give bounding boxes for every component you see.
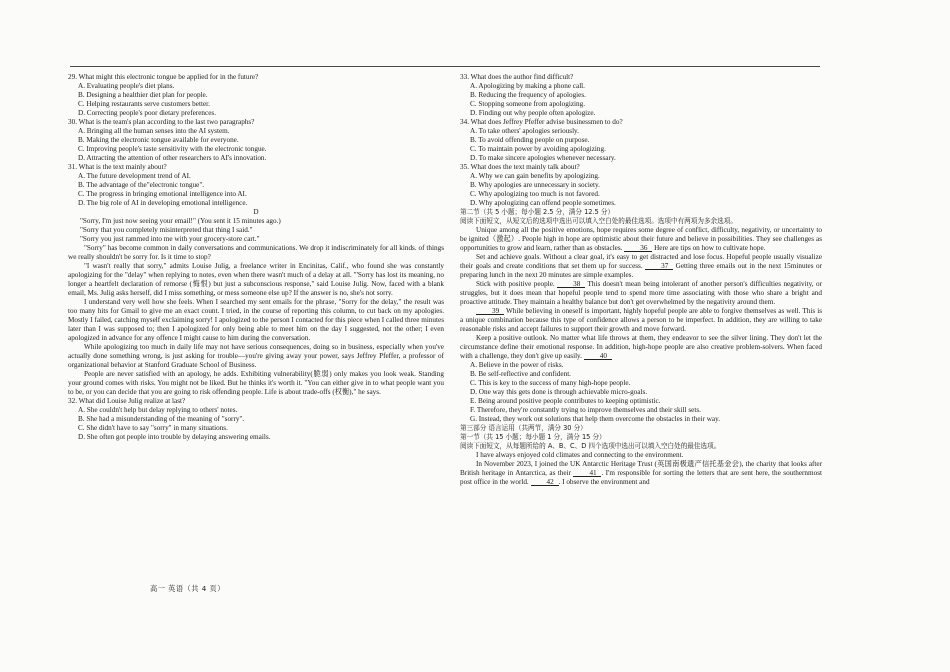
cloze-text-2a: Set and achieve goals. Without a clear goal, it's easy to get distracted and lose focus. Hopeful people usually visualize their goals and create conditions that set them up for success. bbox=[460, 253, 822, 270]
cloze-text-3a: Stick with positive people. bbox=[476, 280, 555, 288]
essay-text-2a: In November 2023, I joined the UK Antarctic Heritage Trust (英国南极遗产信托基金会), the charity that looks after British heritage in Antarctica, as their bbox=[460, 460, 822, 477]
passage-paragraph-5: People are never satisfied with an apology, he adds. Exhibiting vulnerability(脆弱) only makes you look weak. Standing your ground comes with risks. You might not be liked. But he thinks it's worth it. "You can either give in to what people want you to be, or you can decide that you are going to risk offending people. Life is about trade-offs (权衡)," he says. bbox=[68, 370, 444, 396]
essay-paragraph-2 bbox=[460, 460, 822, 487]
q34-option-b: B. To avoid offending people on purpose. bbox=[470, 136, 590, 144]
q32-option-c: C. She didn't have to say "sorry" in many situations. bbox=[78, 424, 228, 432]
q34-option-d: D. To make sincere apologies whenever necessary. bbox=[470, 154, 616, 162]
cloze-paragraph-1 bbox=[460, 226, 822, 253]
quote-2: "Sorry that you completely misinterpreted that thing I said." bbox=[80, 226, 253, 234]
essay-text-2c: . I observe the environment and bbox=[558, 478, 650, 486]
q33-option-a: A. Apologizing by making a phone call. bbox=[470, 82, 585, 90]
blank-38-number: 38 bbox=[573, 280, 581, 288]
blank-39-number: 39 bbox=[492, 307, 500, 315]
cloze-text-2b: Getting three emails out in the next 15minutes or preparing lunch in the next 20 minutes are simple examples. bbox=[460, 262, 822, 279]
q32-question: 32. What did Louise Julig realize at last? bbox=[68, 397, 186, 405]
q33-question: 33. What does the author find difficult? bbox=[460, 73, 574, 81]
passage-label: D bbox=[253, 208, 259, 216]
cloze-option-d: D. One way this gets done is through achievable micro-goals. bbox=[470, 388, 648, 396]
blank-42-number: 42 bbox=[546, 478, 554, 486]
section2-instructions: 阅读下面短文，从短文后的选项中选出可以填入空白处的最佳选项。选项中有两项为多余选项。 bbox=[460, 217, 737, 225]
passage-paragraph-1: "Sorry" has become common in daily conversations and communications. We drop it indiscriminately for all kinds. of things we really shouldn't be sorry for. Is it time to stop? bbox=[68, 244, 444, 261]
cloze-option-a: A. Believe in the power of risks. bbox=[470, 361, 564, 369]
blank-36 bbox=[624, 244, 652, 252]
blank-36-number: 36 bbox=[640, 244, 648, 252]
part3-instructions: 阅读下面短文，从每题所给的 A、B、C、D 四个选项中选出可以填入空白处的最佳选项。 bbox=[460, 442, 721, 450]
q32-option-a: A. She couldn't help but delay replying to others' notes. bbox=[78, 406, 238, 414]
q30-option-a: A. Bringing all the human senses into the AI system. bbox=[78, 127, 230, 135]
q31-question: 31. What is the text mainly about? bbox=[68, 163, 167, 171]
q29-question: 29. What might this electronic tongue be applied for in the future? bbox=[68, 73, 259, 81]
cloze-option-b: B. Be self-reflective and confident. bbox=[470, 370, 571, 378]
q35-option-b: B. Why apologies are unnecessary in society. bbox=[470, 181, 600, 189]
q35-option-a: A. Why we can gain benefits by apologizing. bbox=[470, 172, 600, 180]
cloze-option-c: C. This is key to the success of many high-hope people. bbox=[470, 379, 631, 387]
q29-option-a: A. Evaluating people's diet plans. bbox=[78, 82, 175, 90]
q34-question: 34. What does Jeffrey Pfeffer advise businessmen to do? bbox=[460, 118, 623, 126]
q30-option-d: D. Attracting the attention of other researchers to AI's innovation. bbox=[78, 154, 267, 162]
cloze-paragraph-5 bbox=[460, 334, 822, 361]
q31-option-d: D. The big role of AI in developing emotional intelligence. bbox=[78, 199, 248, 207]
left-column bbox=[68, 73, 444, 442]
blank-38 bbox=[557, 280, 585, 288]
cloze-option-g: G. Instead, they work out solutions that help them overcome the obstacles in their way. bbox=[470, 415, 721, 423]
blank-37-number: 37 bbox=[661, 262, 669, 270]
blank-37 bbox=[645, 262, 673, 270]
blank-42 bbox=[531, 478, 559, 486]
q35-option-c: C. Why apologizing too much is not favored. bbox=[470, 190, 600, 198]
passage-paragraph-4: While apologizing too much in daily life may not have serious consequences, doing so in business, especially when you've actually done something wrong, is just asking for trouble—you're giving away your power, says Jeffrey Pfeffer, a professor of organizational behavior at Stanford Graduate School of Business. bbox=[68, 343, 444, 369]
blank-41-number: 41 bbox=[589, 469, 597, 477]
blank-41 bbox=[573, 469, 601, 477]
passage-paragraph-2: "I wasn't really that sorry," admits Louise Julig, a freelance writer in Encinitas, Calif., who found she was constantly apologizing for the "delay" when replying to notes, even when there wasn't much of a delay at all. "'Sorry has lost its meaning, no longer a heartfelt declaration of remorse (悔恨) but just a subconscious response," said Louise Julig. Now, faced with a blank email, Ms. Julig asks herself, did I miss something, or mess someone else up? If the answer is no, she's not sorry. bbox=[68, 262, 444, 297]
cloze-text-5a: Keep a positive outlook. No matter what life throws at them, they endeavor to see the silver lining. They don't let the circumstance define their emotional response. In addition, high-hope people are also creative problem-solvers. When faced with a challenge, they don't give up easily. bbox=[460, 334, 822, 360]
essay-text-2b: . I'm responsible for sorting the letters that are sent here, the southernmost post office in the world. bbox=[460, 469, 822, 486]
section2-title: 第二节（共 5 小题；每小题 2.5 分，满分 12.5 分） bbox=[460, 208, 615, 216]
q33-option-d: D. Finding out why people often apologize. bbox=[470, 109, 596, 117]
right-column bbox=[460, 73, 822, 487]
cloze-option-f: F. Therefore, they're constantly trying to improve themselves and their skill sets. bbox=[470, 406, 701, 414]
q35-option-d: D. Why apologizing can offend people sometimes. bbox=[470, 199, 616, 207]
q33-option-b: B. Reducing the frequency of apologies. bbox=[470, 91, 586, 99]
q34-option-c: C. To maintain power by avoiding apologizing. bbox=[470, 145, 606, 153]
q30-option-b: B. Making the electronic tongue available for everyone. bbox=[78, 136, 239, 144]
cloze-text-1a: Unique among all the positive emotions, hope requires some degree of conflict, difficulty, negativity, or uncertainty to be ignited（激起）. People high in hope are optimistic about their future and believe in possibilities. They see challenges as opportunities to grow and learn, rather than as obstacles. bbox=[460, 226, 822, 252]
blank-39 bbox=[476, 307, 504, 315]
header-rule bbox=[70, 66, 820, 67]
cloze-option-e: E. Being around positive people contributes to keeping optimistic. bbox=[470, 397, 661, 405]
q31-option-b: B. The advantage of the"electronic tongue". bbox=[78, 181, 205, 189]
quote-3: "Sorry you just rammed into me with your grocery-store cart." bbox=[80, 235, 260, 243]
q34-option-a: A. To take others' apologies seriously. bbox=[470, 127, 579, 135]
q29-option-b: B. Designing a healthier diet plan for people. bbox=[78, 91, 208, 99]
blank-40-number: 40 bbox=[599, 352, 607, 360]
cloze-paragraph-3 bbox=[460, 280, 822, 307]
quote-1: "Sorry, I'm just now seeing your email!" (You sent it 15 minutes ago.) bbox=[80, 217, 281, 225]
cloze-paragraph-2 bbox=[460, 253, 822, 280]
part3-section1-title: 第一节（共 15 小题；每小题 1 分，满分 15 分） bbox=[460, 433, 606, 441]
cloze-text-1b: Here are tips on how to cultivate hope. bbox=[654, 244, 766, 252]
essay-paragraph-1: I have always enjoyed cold climates and connecting to the environment. bbox=[476, 451, 684, 459]
cloze-text-4: While believing in oneself is important, highly hopeful people are able to forgive themselves as well. This is a unique combination because this type of confidence allows a person to be imperfect. In addition, they are willing to take reasonable risks and accept failures to support their growth and move forward. bbox=[460, 307, 822, 333]
q29-option-c: C. Helping restaurants serve customers better. bbox=[78, 100, 210, 108]
passage-paragraph-3: I understand very well how she feels. When I searched my sent emails for the phrase, "Sorry for the delay," the result was too many hits for Gmail to give me an exact count. I tried, in the course of reporting this column, to cut back on my apologies. Mostly I failed, catching myself exclaiming sorry! I apologized to the person I contacted for this piece when I called three minutes later than I was supposed to; then I apologized for only being able to meet him on the day I suggested, not the other; I even apologized in advance for any offence I might cause to him during the conversation. bbox=[68, 298, 444, 342]
q31-option-c: C. The progress in bringing emotional intelligence into AI. bbox=[78, 190, 247, 198]
page-footer: 高一 英语（共 4 页） bbox=[150, 584, 225, 593]
q32-option-b: B. She had a misunderstanding of the meaning of "sorry". bbox=[78, 415, 245, 423]
q35-question: 35. What does the text mainly talk about? bbox=[460, 163, 580, 171]
q30-option-c: C. Improving people's taste sensitivity with the electronic tongue. bbox=[78, 145, 267, 153]
q29-option-d: D. Correcting people's poor dietary preferences. bbox=[78, 109, 217, 117]
blank-40 bbox=[584, 352, 612, 360]
cloze-text-3b: This doesn't mean being intolerant of another person's difficulties negativity, or struggles, but it does mean that hopeful people tend to spend more time associating with those who share a bright and proactive attitude. They maintain a healthy balance but don't get overwhelmed by the negativity around them. bbox=[460, 280, 822, 306]
q30-question: 30. What is the team's plan according to the last two paragraphs? bbox=[68, 118, 255, 126]
cloze-paragraph-4 bbox=[460, 307, 822, 334]
q33-option-c: C. Stopping someone from apologizing. bbox=[470, 100, 585, 108]
q32-option-d: D. She often got people into trouble by delaying answering emails. bbox=[78, 433, 271, 441]
q31-option-a: A. The future development trend of AI. bbox=[78, 172, 191, 180]
part3-title: 第三部分 语言运用（共两节，满分 30 分） bbox=[460, 424, 587, 432]
